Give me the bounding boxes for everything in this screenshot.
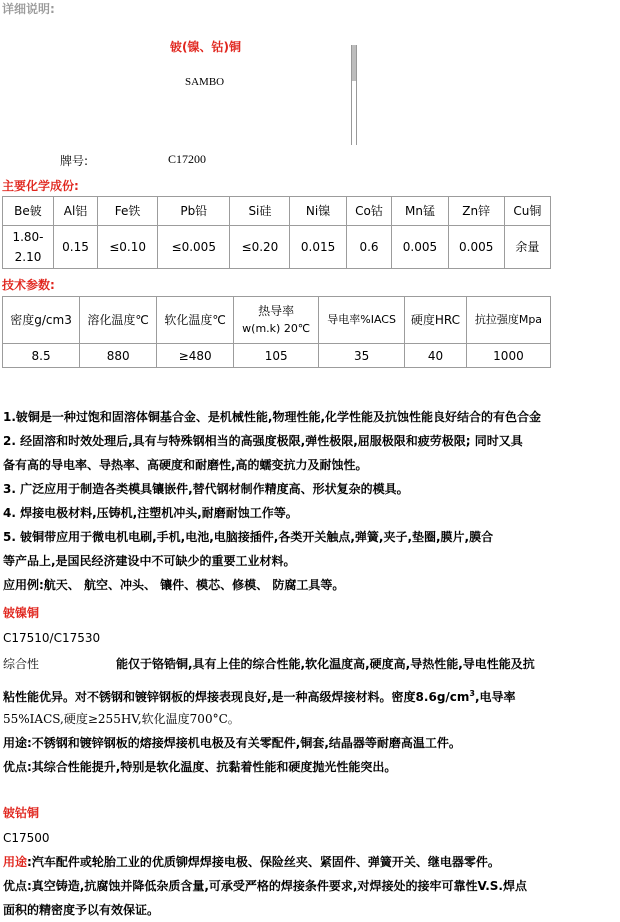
details-heading: 详细说明: xyxy=(2,2,55,16)
header-cell: 硬度HRC xyxy=(405,297,467,344)
paragraph-2b: 备有高的导电率、导热率、高硬度和耐磨性,高的蠕变抗力及耐蚀性。 xyxy=(3,458,368,472)
cobalt-use-text: :汽车配件或轮胎工业的优质铆焊焊接电极、保险丝夹、紧固件、弹簧开关、继电器零件。 xyxy=(27,855,500,869)
value-cell: ≤0.20 xyxy=(230,226,290,269)
value-cell: 105 xyxy=(234,344,319,368)
brand-name: SAMBO xyxy=(185,76,225,88)
be-value-line1: 1.80- xyxy=(12,230,44,244)
value-cell: 0.6 xyxy=(346,226,392,269)
technical-table xyxy=(2,296,551,368)
cobalt-grade: C17500 xyxy=(3,831,50,845)
scroll-thumb[interactable] xyxy=(352,45,356,81)
header-cell xyxy=(234,297,319,344)
header-cell: Mn锰 xyxy=(392,197,448,226)
header-cell: 软化温度℃ xyxy=(157,297,234,344)
grade-label: 牌号: xyxy=(60,154,89,168)
nickel-merit: 优点:其综合性能提升,特别是软化温度、抗黏着性能和硬度抛光性能突出。 xyxy=(3,760,397,774)
thermal-header-line2: w(m.k) 20℃ xyxy=(242,322,311,335)
value-cell: 0.005 xyxy=(448,226,504,269)
header-cell: 溶化温度℃ xyxy=(80,297,157,344)
value-cell: 1000 xyxy=(466,344,550,368)
paragraph-5a: 5. 铍铜带应用于微电机电刷,手机,电池,电脑接插件,各类开关触点,弹簧,夹子,垫圈,膜片,膜合 xyxy=(3,530,494,544)
value-cell: 880 xyxy=(80,344,157,368)
value-cell: 8.5 xyxy=(3,344,80,368)
cobalt-use-label: 用途 xyxy=(3,855,28,869)
header-cell: Zn锌 xyxy=(448,197,504,226)
nickel-overall-text: 粘性能优异。对不锈钢和镀锌钢板的焊接表现良好,是一种高级焊接材料。密度8.6g/cm xyxy=(3,690,470,704)
header-cell: Si硅 xyxy=(230,197,290,226)
nickel-overall-line2 xyxy=(3,682,615,709)
superscript: 3 xyxy=(469,689,475,698)
value-cell: ≤0.005 xyxy=(158,226,230,269)
cobalt-merit-line1: 优点:真空铸造,抗腐蚀并降低杂质含量,可承受严格的焊接条件要求,对焊接处的接牢可靠性V.S.焊点 xyxy=(3,879,527,893)
value-cell: 0.15 xyxy=(53,226,97,269)
nickel-overall-end: ,电导率 xyxy=(475,690,516,704)
paragraph-2a: 2. 经固溶和时效处理后,具有与特殊钢相当的高强度极限,弹性极限,屈服极限和疲劳极限; 同时又具 xyxy=(3,434,523,448)
table-header-row xyxy=(3,297,551,344)
nickel-overall-line1: 能仅于铬锆铜,具有上佳的综合性能,软化温度高,硬度高,导热性能,导电性能及抗 xyxy=(116,657,535,671)
header-cell: 密度g/cm3 xyxy=(3,297,80,344)
header-cell: Cu铜 xyxy=(504,197,550,226)
table-header-row xyxy=(3,197,551,226)
paragraph-4: 4. 焊接电极材料,压铸机,注塑机冲头,耐磨耐蚀工作等。 xyxy=(3,506,298,520)
nickel-copper-title: 铍镍铜 xyxy=(3,606,40,620)
paragraph-3: 3. 广泛应用于制造各类模具镶嵌件,替代钢材制作精度高、形状复杂的模具。 xyxy=(3,482,409,496)
table-row xyxy=(3,226,551,269)
table-row xyxy=(3,344,551,368)
cobalt-use xyxy=(3,850,615,874)
nickel-overall-label: 综合性 xyxy=(3,657,40,671)
value-cell xyxy=(3,226,54,269)
technical-title: 技术参数: xyxy=(2,278,55,292)
header-cell: 抗拉强度Mpa xyxy=(466,297,550,344)
value-cell: 40 xyxy=(405,344,467,368)
value-cell: ≤0.10 xyxy=(98,226,158,269)
header-cell: Co钴 xyxy=(346,197,392,226)
paragraph-5b: 等产品上,是国民经济建设中不可缺少的重要工业材料。 xyxy=(3,554,296,568)
nickel-use: 用途:不锈钢和镀锌钢板的熔接焊接机电极及有关零配件,铜套,结晶器等耐磨高温工件。 xyxy=(3,736,461,750)
value-cell: 35 xyxy=(319,344,405,368)
chemistry-title: 主要化学成份: xyxy=(2,179,79,193)
value-cell: ≥480 xyxy=(157,344,234,368)
applications-line: 应用例:航天、 航空、冲头、 镶件、模芯、修模、 防腐工具等。 xyxy=(3,578,345,592)
chemistry-table xyxy=(2,196,551,269)
cobalt-copper-title: 铍钴铜 xyxy=(3,806,40,820)
value-cell: 0.005 xyxy=(392,226,448,269)
nickel-grade: C17510/C17530 xyxy=(3,631,101,645)
scrollbar[interactable] xyxy=(351,45,357,145)
value-cell: 0.015 xyxy=(290,226,346,269)
thermal-header-line1: 热导率 xyxy=(258,304,295,318)
product-title: 铍(镍、钴)铜 xyxy=(170,40,241,54)
header-cell: Be铍 xyxy=(3,197,54,226)
header-cell: Ni镍 xyxy=(290,197,346,226)
nickel-overall-line3: 55%IACS,硬度≥255HV,软化温度700°C。 xyxy=(3,712,240,726)
header-cell: 导电率%IACS xyxy=(319,297,405,344)
grade-value: C17200 xyxy=(168,152,207,166)
value-cell: 余量 xyxy=(504,226,550,269)
be-value-line2: 2.10 xyxy=(14,250,42,264)
paragraph-1: 1.铍铜是一种过饱和固溶体铜基合金、是机械性能,物理性能,化学性能及抗蚀性能良好结合的有色合金 xyxy=(3,410,542,424)
header-cell: Pb铅 xyxy=(158,197,230,226)
header-cell: Al铝 xyxy=(53,197,97,226)
header-cell: Fe铁 xyxy=(98,197,158,226)
cobalt-merit-line2: 面积的精密度予以有效保证。 xyxy=(3,903,160,917)
